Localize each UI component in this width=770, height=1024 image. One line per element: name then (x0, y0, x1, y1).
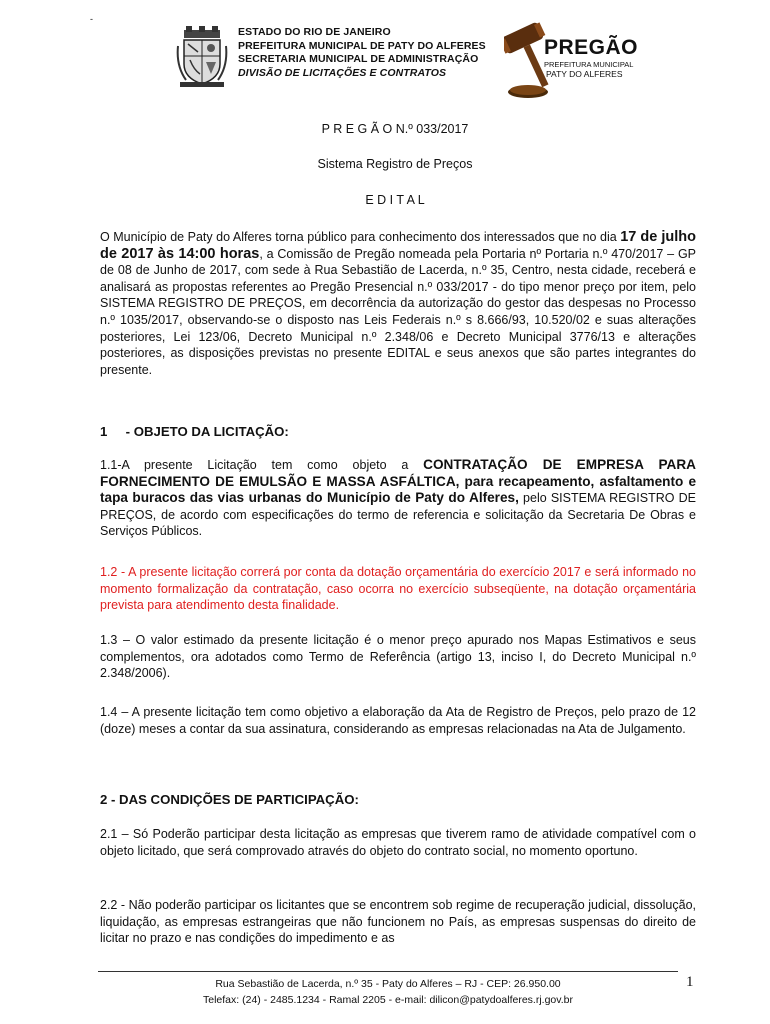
paragraph-2-1: 2.1 – Só Poderão participar desta licitação as empresas que tiverem ramo de atividade compatível com o objeto licitado, que será comprovado através do objeto do contrato social, no momento oportuno. (100, 827, 696, 858)
paragraph-1-3: 1.3 – O valor estimado da presente licitação é o menor preço apurado nos Mapas Estimativos e seus complementos, ora adotados como Termo de Referência (artigo 13, inciso I, do Decreto Municipal n.º 2.348/2006). (100, 633, 696, 681)
header-state: ESTADO DO RIO DE JANEIRO (238, 26, 391, 38)
logo-sub1: PREFEITURA MUNICIPAL (544, 60, 634, 69)
header-secretaria: SECRETARIA MUNICIPAL DE ADMINISTRAÇÃO (238, 53, 479, 66)
page-mark: - (90, 14, 93, 24)
document-title: P R E G Ã O N.º 033/2017 (321, 122, 469, 136)
page-number: 1 (686, 974, 694, 990)
intro-text-a: O Município de Paty do Alferes torna público para conhecimento dos interessados que no dia (100, 230, 621, 244)
section2-heading: 2 - DAS CONDIÇÕES DE PARTICIPAÇÃO: (100, 792, 359, 807)
section1-heading: 1 - OBJETO DA LICITAÇÃO: (100, 424, 289, 439)
paragraph-1-4: 1.4 – A presente licitação tem como objetivo a elaboração da Ata de Registro de Preços, pelo prazo de 12 (doze) meses a contar da sua assinatura, considerando as empresas relacionadas na Ata de Julgamento. (100, 705, 696, 736)
header-text (238, 26, 486, 80)
header-divisao: DIVISÃO DE LICITAÇÕES E CONTRATOS (238, 66, 447, 79)
municipal-crest-icon (176, 26, 228, 88)
pregao-logo (504, 18, 638, 104)
footer-contact: Telefax: (24) - 2485.1234 - Ramal 2205 - e-mail: dilicon@patydoalferes.rj.gov.br (203, 994, 573, 1006)
intro-paragraph (100, 229, 696, 378)
edital-heading: E D I T A L (365, 193, 425, 207)
intro-text-b: , a Comissão de Pregão nomeada pela Portaria nº Portaria n.º 470/2017 – GP de 08 de Junho de 2017, com sede à Rua Sebastião de Lacerda, n.º 35, Centro, nesta cidade, receberá e analisará as propostas referentes ao Pregão Presencial n.º 033/2017 - do tipo menor preço por item, pelo SISTEMA REGISTRO DE PREÇOS, em decorrência da autorização do gestor das despesas no Processo n.º 1035/2017, observando-se o disposto nas Leis Federais n.º s 8.666/93, 10.520/02 e suas alterações posteriores, Lei 123/06, Decreto Municipal n.º 2.348/06 e Decreto Municipal 3776/13 e alterações posteriores, as disposições previstas no presente EDITAL e seus anexos que são partes integrantes do presente. (100, 246, 696, 377)
p11-text-a: 1.1-A presente Licitação tem como objeto a (100, 458, 424, 472)
paragraph-1-1 (100, 457, 696, 540)
p11-object: CONTRATAÇÃO DE EMPRESA PARA FORNECIMENTO DE EMULSÃO E MASSA ASFÁLTICA, para recapeamento, asfaltamento e tapa buracos das vias urbanas do Município de Paty do Alferes, (100, 457, 696, 506)
paragraph-1-2: 1.2 - A presente licitação correrá por conta da dotação orçamentária do exercício 2017 e será informado no momento formalização da contratação, caso ocorra no exercício subseqüente, na dotação orçamentária prevista para atendimento desta finalidade. (100, 565, 696, 613)
logo-sub2: PATY DO ALFERES (546, 69, 623, 79)
document-subtitle: Sistema Registro de Preços (317, 157, 473, 171)
intro-date: 17 de julho de 2017 às 14:00 horas (100, 229, 696, 262)
footer-address: Rua Sebastião de Lacerda, n.º 35 - Paty do Alferes – RJ - CEP: 26.950.00 (215, 978, 561, 990)
paragraph-2-2: 2.2 - Não poderão participar os licitantes que se encontrem sob regime de recuperação judicial, dissolução, liquidação, as empresas estrangeiras que não funcionem no País, as empresas suspensas do direito de licitar no prazo e nas condições do impedimento e as (100, 898, 696, 946)
p11-text-c: pelo SISTEMA REGISTRO DE PREÇOS, de acordo com especificações do termo de referencia e solicitação da Secretaria De Obras e Serviços Públicos. (100, 491, 696, 539)
header-prefeitura: PREFEITURA MUNICIPAL DE PATY DO ALFERES (238, 39, 486, 52)
logo-word: PREGÃO (544, 36, 639, 59)
footer-divider (98, 971, 678, 972)
